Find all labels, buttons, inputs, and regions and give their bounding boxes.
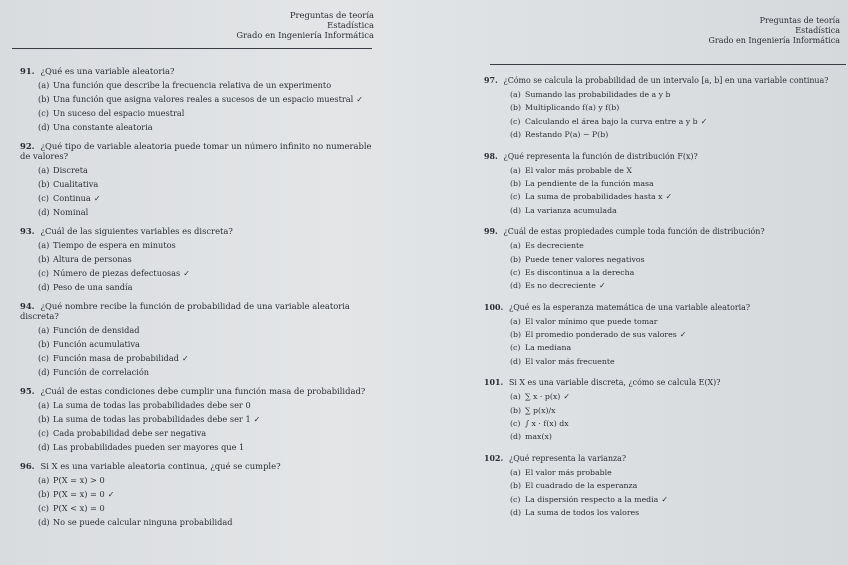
question-91 xyxy=(20,66,420,136)
option-d: (d) Una constante aleatoria xyxy=(38,122,153,132)
checkmark-icon: ✓ xyxy=(563,392,570,402)
question-text: ¿Qué representa la función de distribución F(x)? xyxy=(503,151,698,161)
question-text: ¿Qué es la esperanza matemática de una variable aleatoria? xyxy=(508,302,751,312)
option-a: (a) La suma de todas las probabilidades debe ser 0 xyxy=(38,400,251,410)
question-number: 95. xyxy=(20,386,38,396)
question-text: ¿Cuál de estas condiciones debe cumplir una función masa de probabilidad? xyxy=(40,386,366,396)
option-a: (a) Discreta xyxy=(38,165,88,175)
option-b: (b) P(X = x) = 0 ✓ xyxy=(38,489,115,499)
question-text: ¿Cuál de estas propiedades cumple toda función de distribución? xyxy=(503,227,765,237)
question-101 xyxy=(484,378,844,446)
question-number: 102. xyxy=(484,453,506,463)
header-title: Preguntas de teoría xyxy=(759,16,840,25)
question-number: 99. xyxy=(484,227,501,237)
header-subject: Estadística xyxy=(327,20,374,30)
option-c: (c) ∫ x · f(x) dx xyxy=(510,419,569,429)
question-text: ¿Cuál de las siguientes variables es discreta? xyxy=(40,226,233,236)
option-a: (a) Tiempo de espera en minutos xyxy=(38,240,176,250)
question-99 xyxy=(484,227,844,295)
option-c: (c) Número de piezas defectuosas ✓ xyxy=(38,268,191,278)
option-a: (a) Una función que describe la frecuencia relativa de un experimento xyxy=(38,80,332,90)
option-a: (a) Es decreciente xyxy=(510,241,584,251)
option-b: (b) ∑ p(x)/x xyxy=(510,405,556,415)
option-d: (d) No se puede calcular ninguna probabilidad xyxy=(38,517,233,527)
option-c: (c) La mediana xyxy=(510,343,572,353)
option-c: (c) Un suceso del espacio muestral xyxy=(38,108,185,118)
checkmark-icon: ✓ xyxy=(183,268,191,278)
option-d: (d) El valor más frecuente xyxy=(510,356,615,366)
option-a: (a) ∑ x · p(x) ✓ xyxy=(510,392,570,402)
question-102 xyxy=(484,454,844,522)
option-a: (a) P(X = x) > 0 xyxy=(38,475,105,485)
question-number: 98. xyxy=(484,151,501,161)
header-title: Preguntas de teoría xyxy=(289,10,374,20)
option-b: (b) Puede tener valores negativos xyxy=(510,254,645,264)
checkmark-icon: ✓ xyxy=(107,489,115,499)
question-number: 92. xyxy=(20,141,38,151)
option-c: (c) P(X < x) = 0 xyxy=(38,503,105,513)
question-98 xyxy=(484,152,844,220)
checkmark-icon: ✓ xyxy=(253,414,261,424)
question-text: ¿Qué nombre recibe la función de probabilidad de una variable aleatoria discreta? xyxy=(20,301,350,321)
question-number: 93. xyxy=(20,226,38,236)
checkmark-icon: ✓ xyxy=(93,193,101,203)
checkmark-icon: ✓ xyxy=(665,192,673,202)
checkmark-icon: ✓ xyxy=(181,353,189,363)
option-b: (b) Altura de personas xyxy=(38,254,132,264)
option-a: (a) El valor más probable xyxy=(510,467,612,477)
option-b: (b) Una función que asigna valores reales a sucesos de un espacio muestral ✓ xyxy=(38,94,364,104)
checkmark-icon: ✓ xyxy=(356,94,364,104)
checkmark-icon: ✓ xyxy=(679,330,687,340)
option-c: (c) Función masa de probabilidad ✓ xyxy=(38,353,189,363)
question-text: Si X es una variable aleatoria continua, ¿qué se cumple? xyxy=(40,461,281,471)
header-degree: Grado en Ingeniería Informática xyxy=(236,30,374,40)
question-97 xyxy=(484,76,844,144)
question-95 xyxy=(20,386,420,456)
right-question-list xyxy=(484,76,844,521)
option-d: (d) Es no decreciente ✓ xyxy=(510,281,606,291)
question-number: 94. xyxy=(20,301,38,311)
option-b: (b) Multiplicando f(a) y f(b) xyxy=(510,103,620,113)
option-a: (a) Función de densidad xyxy=(38,325,140,335)
option-b: (b) El promedio ponderado de sus valores ✓ xyxy=(510,330,687,340)
option-a: (a) El valor mínimo que puede tomar xyxy=(510,316,658,326)
header-subject: Estadística xyxy=(795,26,840,35)
left-question-list xyxy=(20,66,420,531)
option-b: (b) Cualitativa xyxy=(38,179,99,189)
question-text: ¿Qué representa la varianza? xyxy=(508,453,627,463)
option-d: (d) Las probabilidades pueden ser mayores que 1 xyxy=(38,442,245,452)
option-c: (c) La suma de probabilidades hasta x ✓ xyxy=(510,192,673,202)
option-d: (d) La varianza acumulada xyxy=(510,205,617,215)
question-number: 101. xyxy=(484,378,506,388)
question-100 xyxy=(484,303,844,371)
question-text: ¿Qué tipo de variable aleatoria puede tomar un número infinito no numerable de valores? xyxy=(20,141,372,161)
question-number: 91. xyxy=(20,66,38,76)
header-rule xyxy=(12,48,372,49)
question-number: 100. xyxy=(484,302,506,312)
question-96 xyxy=(20,461,420,531)
option-b: (b) La suma de todas las probabilidades debe ser 1 ✓ xyxy=(38,414,261,424)
option-b: (b) El cuadrado de la esperanza xyxy=(510,481,638,491)
question-text: Si X es una variable discreta, ¿cómo se calcula E(X)? xyxy=(508,378,721,388)
option-d: (d) Restando P(a) − P(b) xyxy=(510,130,609,140)
question-94 xyxy=(20,301,420,381)
option-d: (d) Nominal xyxy=(38,207,89,217)
checkmark-icon: ✓ xyxy=(598,281,606,291)
option-c: (c) La dispersión respecto a la media ✓ xyxy=(510,494,668,504)
question-93 xyxy=(20,226,420,296)
option-d: (d) Función de correlación xyxy=(38,367,150,377)
option-d: (d) max(x) xyxy=(510,432,552,442)
option-a: (a) El valor más probable de X xyxy=(510,165,632,175)
header-rule xyxy=(490,64,846,65)
question-text: ¿Cómo se calcula la probabilidad de un intervalo [a, b] en una variable continua? xyxy=(503,76,829,85)
option-b: (b) La pendiente de la función masa xyxy=(510,178,654,188)
question-number: 97. xyxy=(484,76,501,85)
option-d: (d) Peso de una sandía xyxy=(38,282,133,292)
question-number: 96. xyxy=(20,461,38,471)
option-b: (b) Función acumulativa xyxy=(38,339,140,349)
right-page xyxy=(476,0,848,565)
option-c: (c) Cada probabilidad debe ser negativa xyxy=(38,428,207,438)
question-92 xyxy=(20,141,420,221)
question-text: ¿Qué es una variable aleatoria? xyxy=(40,66,175,76)
header-degree: Grado en Ingeniería Informática xyxy=(708,36,840,45)
checkmark-icon: ✓ xyxy=(700,116,708,126)
left-page-header xyxy=(236,10,374,40)
option-d: (d) La suma de todos los valores xyxy=(510,507,640,517)
option-c: (c) Continua ✓ xyxy=(38,193,101,203)
option-c: (c) Calculando el área bajo la curva entre a y b ✓ xyxy=(510,116,708,126)
right-page-header xyxy=(709,16,841,46)
option-c: (c) Es discontinua a la derecha xyxy=(510,267,635,277)
checkmark-icon: ✓ xyxy=(661,494,668,504)
option-a: (a) Sumando las probabilidades de a y b xyxy=(510,90,671,99)
